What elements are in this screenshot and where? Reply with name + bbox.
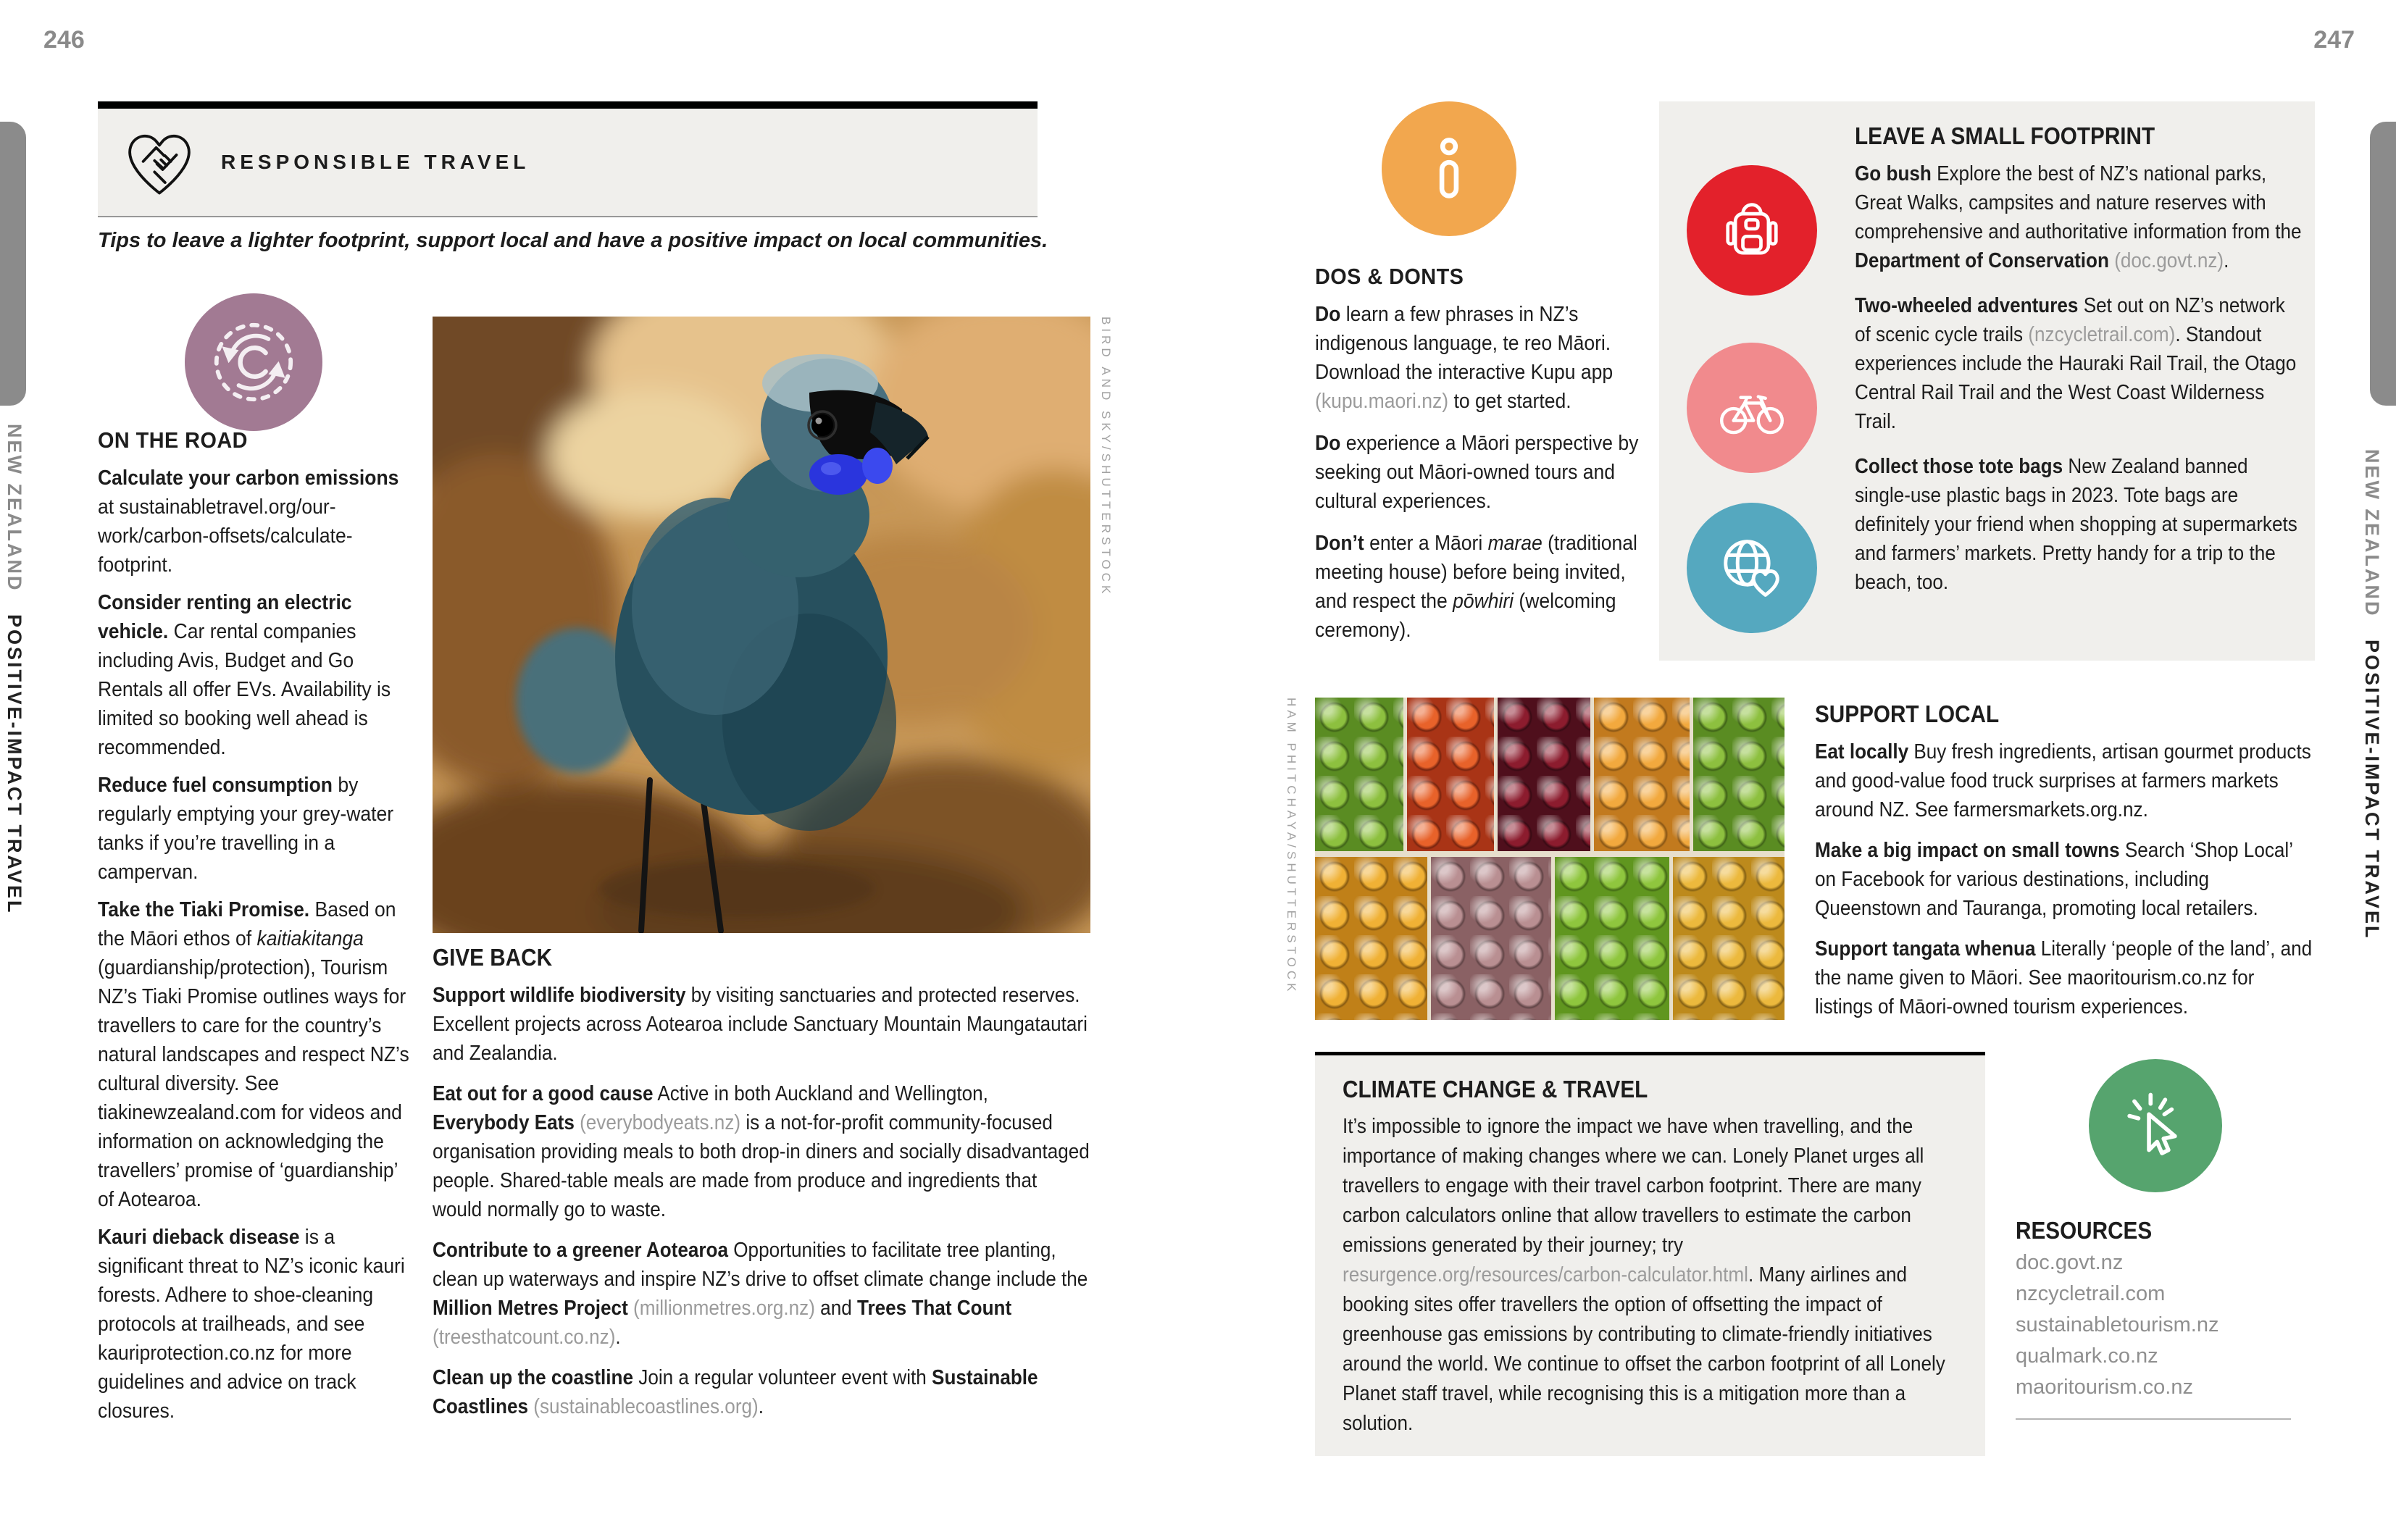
paragraph: Go bush Explore the best of NZ’s national parks, Great Walks, campsites and nature reserves with comprehensive and authoritative information from the Department of Conservation (doc.govt.nz).	[1855, 162, 2302, 272]
resources-heading: RESOURCES	[2016, 1217, 2153, 1244]
fruit-crates-row	[1315, 698, 1785, 851]
section-give-back	[433, 943, 1090, 1430]
section-heading: CLIMATE CHANGE & TRAVEL	[1343, 1076, 1648, 1102]
paragraph: Eat locally Buy fresh ingredients, artisan gourmet products and good-value food truck surprises at farmers markets around NZ. See farmersmarkets.org.nz.	[1815, 740, 2311, 821]
standfirst: Tips to leave a lighter footprint, support local and have a positive impact on local communities.	[98, 229, 1048, 252]
section-dos-donts	[1315, 262, 1650, 653]
chapter-title: RESPONSIBLE TRAVEL	[221, 151, 530, 173]
resource-link: qualmark.co.nz	[2016, 1344, 2158, 1368]
paragraph: Consider renting an electric vehicle. Car rental companies including Avis, Budget and Go Rentals all offer EVs. Availability is limited so booking well ahead is recommended.	[98, 591, 391, 759]
fruit-crates-row	[1315, 857, 1785, 1020]
crate-yellow-peaches	[1673, 857, 1785, 1020]
page-number-left: 246	[43, 26, 85, 54]
paragraph: Eat out for a good cause Active in both Auckland and Wellington, Everybody Eats (everybodyeats.nz) is a not-for-profit community-focused organisation providing meals to both drop-in diners and socially disadvantaged people. Shared-table meals are made from produce and ingredients that would normally go to waste.	[433, 1082, 1090, 1221]
section-on-the-road	[98, 426, 414, 1434]
paragraph: Calculate your carbon emissions at sustainabletravel.org/our-work/carbon-offsets/calculate-footprint.	[98, 466, 399, 577]
resource-link: maoritourism.co.nz	[2016, 1376, 2193, 1399]
resources-heading-wrap	[2016, 1217, 2289, 1244]
section-support-local	[1815, 700, 2314, 1030]
resource-link: doc.govt.nz	[2016, 1251, 2124, 1274]
crate-green-pears	[1315, 698, 1403, 851]
section-heading: LEAVE A SMALL FOOTPRINT	[1855, 122, 2155, 149]
left-margin-label	[3, 424, 25, 915]
paragraph: Take the Tiaki Promise. Based on the Māori ethos of kaitiakitanga (guardianship/protection), Tourism NZ’s Tiaki Promise outlines ways for travellers to care for the country’s natural landscapes and respect NZ’s cultural diversity. See tiakinewzealand.com for videos and information on acknowledging the travellers’ promise of ‘guardianship’ of Aotearoa.	[98, 898, 409, 1211]
resource-link: sustainabletourism.nz	[2016, 1313, 2219, 1336]
margin-section-label: POSITIVE-IMPACT TRAVEL	[4, 614, 25, 915]
section-heading: GIVE BACK	[433, 944, 553, 971]
kokako-bird-photo	[433, 317, 1090, 933]
paragraph: Support wildlife biodiversity by visiting sanctuaries and protected reserves. Excellent projects across Aotearoa include Sanctuary Mountain Maungatautari and Zealandia.	[433, 984, 1088, 1065]
crate-apricots	[1594, 698, 1690, 851]
section-heading: SUPPORT LOCAL	[1815, 700, 2000, 727]
resources-divider	[2016, 1418, 2291, 1420]
crate-green-pears	[1555, 857, 1669, 1020]
section-heading: DOS & DONTS	[1315, 264, 1464, 289]
paragraph: Do learn a few phrases in NZ’s indigenous language, te reo Māori. Download the interactive Kupu app (kupu.maori.nz) to get started.	[1315, 303, 1614, 413]
paragraph: Support tangata whenua Literally ‘people of the land’, and the name given to Māori. See maoritourism.co.nz for listings of Māori-owned tourism experiences.	[1815, 937, 2313, 1018]
chapter-header	[98, 101, 1038, 217]
crate-yellow-apricots	[1315, 857, 1427, 1020]
carbon-cycle-icon	[185, 293, 322, 431]
paragraph: Collect those tote bags New Zealand banned single-use plastic bags in 2023. Tote bags are definitely your friend when shopping at supermarkets and farmers’ markets. Pretty handy for a trip to the beach, too.	[1855, 455, 2297, 594]
climate-change-content	[1343, 1076, 1958, 1439]
left-margin-tab	[0, 122, 26, 406]
fruit-photo-credit: HAM PHITCHAYA/SHUTTERSTOCK	[1285, 698, 1298, 995]
page-number-right: 247	[2313, 26, 2355, 54]
margin-region-label: NEW ZEALAND	[4, 424, 25, 593]
crate-nectarines	[1407, 698, 1494, 851]
globe-heart-icon	[1687, 503, 1817, 633]
crate-plums	[1498, 698, 1590, 851]
margin-region-label: NEW ZEALAND	[2361, 449, 2383, 618]
bird-photo-credit: BIRD AND SKY/SHUTTERSTOCK	[1099, 317, 1113, 598]
bicycle-icon	[1687, 343, 1817, 473]
paragraph: Reduce fuel consumption by regularly emptying your grey-water tanks if you’re travelling in a campervan.	[98, 774, 394, 884]
right-margin-label	[2360, 449, 2383, 940]
crate-dusty-peaches	[1431, 857, 1551, 1020]
resource-link: nzcycletrail.com	[2016, 1282, 2166, 1305]
paragraph: It’s impossible to ignore the impact we have when travelling, and the importance of making changes where we can. Lonely Planet urges all travellers to engage with their travel carbon footprint. There are many carbon calculators online that allow travellers to estimate the carbon emissions generated by their journey; try resurgence.org/resources/carbon-calculator.html. Many airlines and booking sites offer travellers the option of offsetting the impact of greenhouse gas emissions by contributing to climate-friendly initiatives around the world. We continue to offset the carbon footprint of all Lonely Planet staff travel, while recognising this is a mitigation more than a solution.	[1343, 1115, 1945, 1435]
section-heading: ON THE ROAD	[98, 427, 248, 453]
backpack-icon	[1687, 165, 1817, 296]
paragraph: Two-wheeled adventures Set out on NZ’s network of scenic cycle trails (nzcycletrail.com). Standout experiences include the Hauraki Rail Trail, the Otago Central Rail Trail and the West Coast Wilderness Trail.	[1855, 294, 2297, 433]
paragraph: Contribute to a greener Aotearoa Opportunities to facilitate tree planting, clean up waterways and inspire NZ’s drive to offset climate change include the Million Metres Project (millionmetres.org.nz) and Trees That Count (treesthatcount.co.nz).	[433, 1239, 1088, 1349]
resources-list	[2016, 1247, 2320, 1403]
margin-section-label: POSITIVE-IMPACT TRAVEL	[2361, 640, 2383, 940]
climate-change-box	[1315, 1052, 1985, 1456]
crate-green-pears	[1693, 698, 1785, 851]
paragraph: Make a big impact on small towns Search ‘Shop Local’ on Facebook for various destinations, including Queenstown and Tauranga, promoting local retailers.	[1815, 839, 2293, 920]
paragraph: Do experience a Māori perspective by seeking out Māori-owned tours and cultural experiences.	[1315, 432, 1639, 513]
fruit-market-photo	[1315, 698, 1785, 1020]
paragraph: Clean up the coastline Join a regular volunteer event with Sustainable Coastlines (sustainablecoastlines.org).	[433, 1366, 1038, 1418]
section-small-footprint	[1855, 122, 2305, 606]
cursor-click-icon	[2089, 1059, 2222, 1192]
handshake-heart-icon	[98, 120, 221, 205]
paragraph: Kauri dieback disease is a significant threat to NZ’s iconic kauri forests. Adhere to shoe-cleaning protocols at trailheads, and see kauriprotection.co.nz for more guidelines and advice on track closures.	[98, 1226, 405, 1423]
paragraph: Don’t enter a Māori marae (traditional meeting house) before being invited, and respect the pōwhiri (welcoming ceremony).	[1315, 532, 1637, 642]
right-margin-tab	[2370, 122, 2396, 406]
info-icon	[1382, 101, 1516, 236]
